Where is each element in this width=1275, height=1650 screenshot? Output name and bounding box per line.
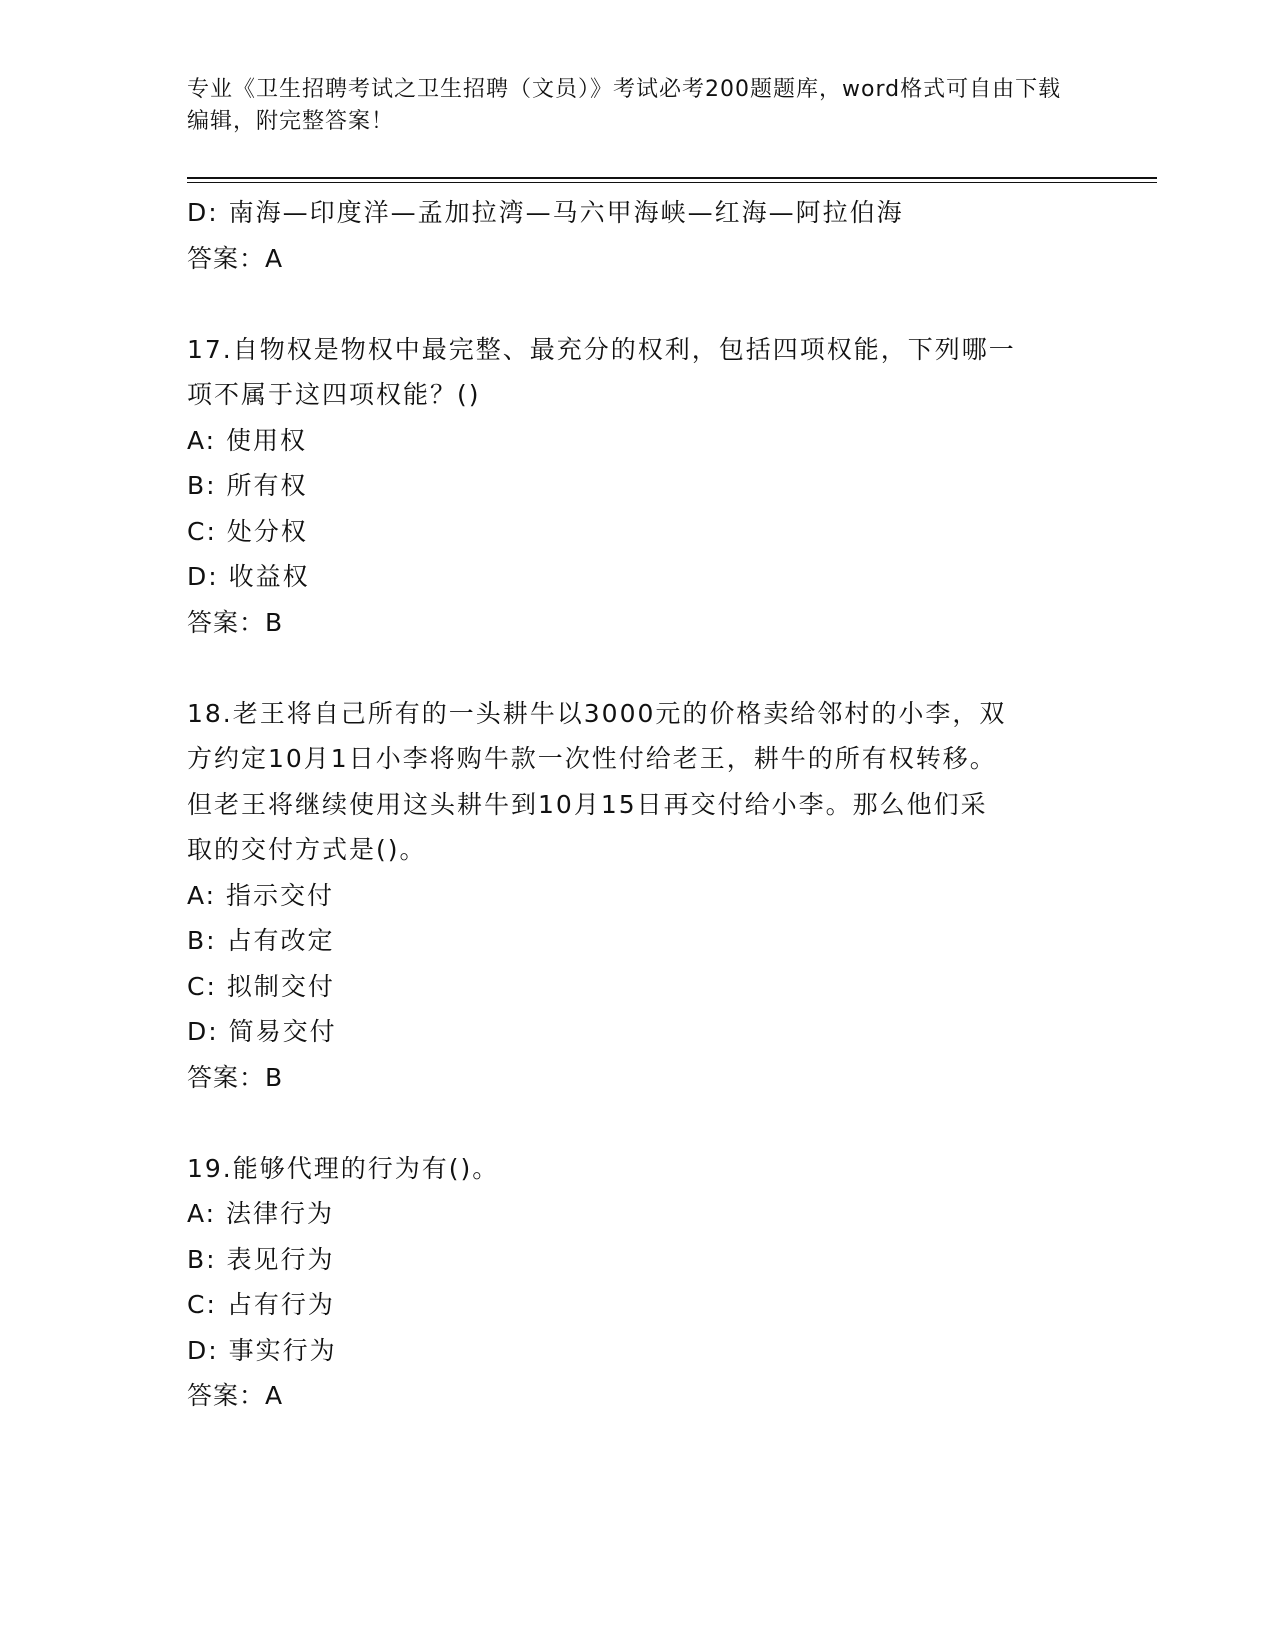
spacer xyxy=(187,1100,1087,1146)
q18-option-b: B: 占有改定 xyxy=(187,926,335,955)
q17-answer: 答案：B xyxy=(187,607,284,637)
q17-option-d: D: 收益权 xyxy=(187,562,310,591)
q17-stem-line2: 项不属于这四项权能？() xyxy=(187,380,481,409)
spacer xyxy=(187,645,1087,691)
q18-option-d: D: 简易交付 xyxy=(187,1017,337,1046)
header-divider-thick xyxy=(187,177,1157,179)
q19-option-c: C: 占有行为 xyxy=(187,1290,335,1319)
q19-option-b: B: 表见行为 xyxy=(187,1244,335,1274)
q17-option-a: A: 使用权 xyxy=(187,425,308,455)
document-header: 专业《卫生招聘考试之卫生招聘（文员）》考试必考200题题库，word格式可自由下载编辑，附完整答案！ xyxy=(187,77,1062,134)
q17-option-b: B: 所有权 xyxy=(187,471,308,500)
q19-option-d: D: 事实行为 xyxy=(187,1335,337,1365)
q18-stem-line1: 18.老王将自己所有的一头耕牛以3000元的价格卖给邻村的小李，双 xyxy=(187,698,1007,728)
q19-option-a: A: 法律行为 xyxy=(187,1199,335,1228)
prev-option-d: D: 南海—印度洋—孟加拉湾—马六甲海峡—红海—阿拉伯海 xyxy=(187,198,904,227)
q18-option-c: C: 拟制交付 xyxy=(187,971,335,1001)
header-divider-thin xyxy=(187,182,1157,183)
q18-option-a: A: 指示交付 xyxy=(187,880,335,910)
q18-stem-line4: 取的交付方式是()。 xyxy=(187,835,427,864)
q19-stem-line1: 19.能够代理的行为有()。 xyxy=(187,1153,500,1183)
q18-answer: 答案：B xyxy=(187,1062,284,1092)
prev-answer: 答案：A xyxy=(187,243,284,273)
q17-stem-line1: 17.自物权是物权中最完整、最充分的权利，包括四项权能，下列哪一 xyxy=(187,334,1016,364)
spacer xyxy=(187,281,1087,327)
q19-answer: 答案：A xyxy=(187,1381,284,1410)
q18-stem-line3: 但老王将继续使用这头耕牛到10月15日再交付给小李。那么他们采 xyxy=(187,789,988,819)
question-content xyxy=(187,190,1087,1419)
q17-option-c: C: 处分权 xyxy=(187,516,308,546)
q18-stem-line2: 方约定10月1日小李将购牛款一次性付给老王，耕牛的所有权转移。 xyxy=(187,744,997,773)
